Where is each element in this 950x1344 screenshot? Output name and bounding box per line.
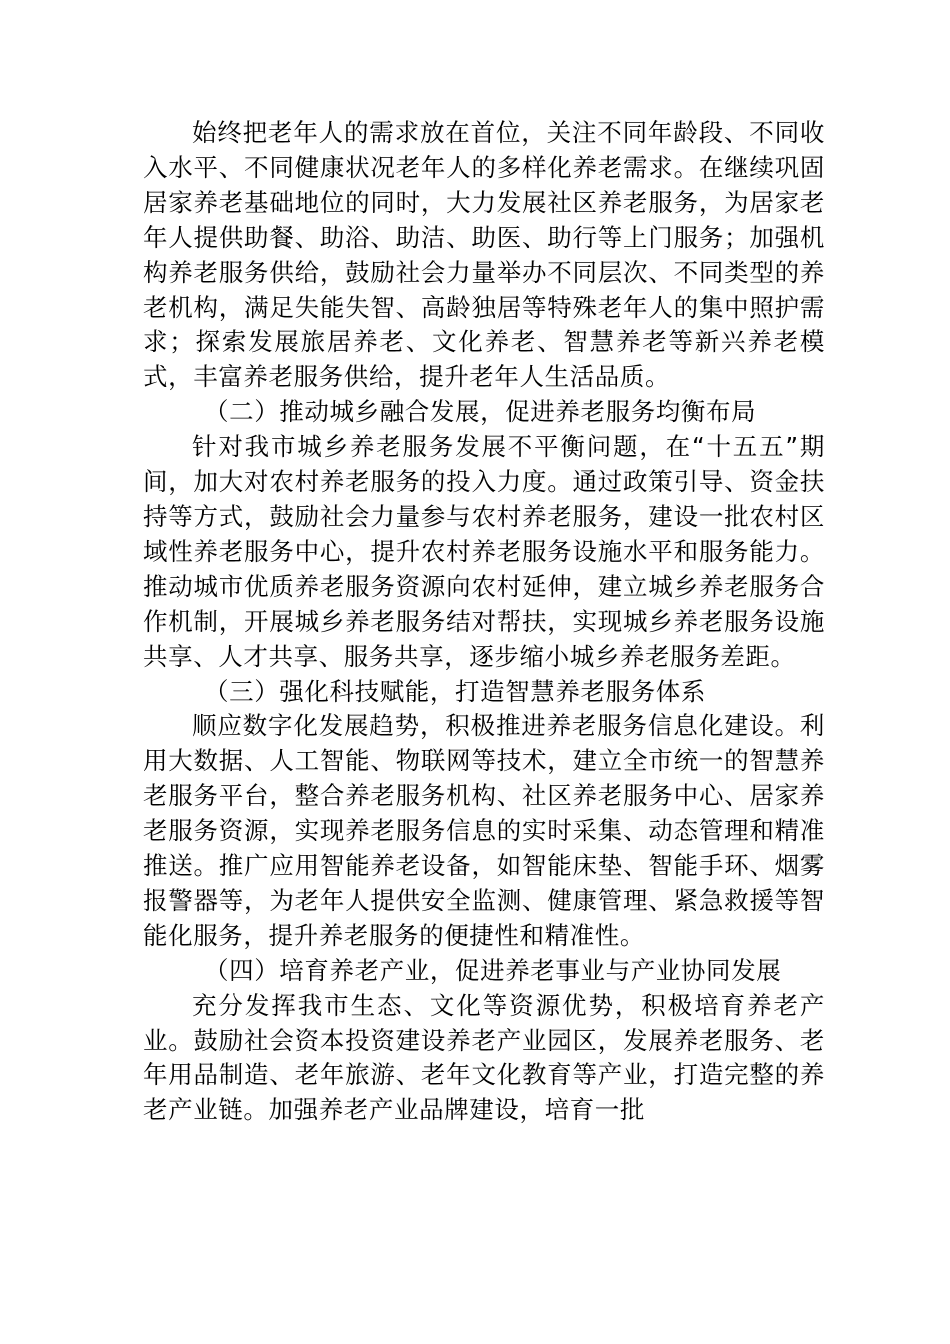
paragraph-elderly-needs: 始终把老年人的需求放在首位，关注不同年龄段、不同收入水平、不同健康状况老年人的多样化养老需求。在继续巩固居家养老基础地位的同时，大力发展社区养老服务，为居家老年人提供助餐、助浴、助洁、助医、助行等上门服务；加强机构养老服务供给，鼓励社会力量举办不同层次、不同类型的养老机构，满足失能失智、高龄独居等特殊老年人的集中照护需求；探索发展旅居养老、文化养老、智慧养老等新兴养老模式，丰富养老服务供给，提升老年人生活品质。 bbox=[143, 118, 825, 392]
section-heading-urban-rural: （二）推动城乡融合发展，促进养老服务均衡布局 bbox=[204, 397, 757, 427]
document-body bbox=[143, 116, 825, 1128]
section-heading-smart-elderly-care: （三）强化科技赋能，打造智慧养老服务体系 bbox=[204, 676, 706, 706]
paragraph-smart-elderly-care: 顺应数字化发展趋势，积极推进养老服务信息化建设。利用大数据、人工智能、物联网等技术，建立全市统一的智慧养老服务平台，整合养老服务机构、社区养老服务中心、居家养老服务资源，实现养老服务信息的实时采集、动态管理和精准推送。推广应用智能养老设备，如智能床垫、智能手环、烟雾报警器等，为老年人提供安全监测、健康管理、紧急救援等智能化服务，提升养老服务的便捷性和精准性。 bbox=[143, 711, 825, 950]
section-heading-elderly-industry: （四）培育养老产业，促进养老事业与产业协同发展 bbox=[204, 955, 782, 985]
paragraph-elderly-industry: 充分发挥我市生态、文化等资源优势，积极培育养老产业。鼓励社会资本投资建设养老产业园区，发展养老服务、老年用品制造、老年旅游、老年文化教育等产业，打造完整的养老产业链。加强养老产业品牌建设，培育一批 bbox=[143, 990, 825, 1125]
paragraph-urban-rural: 针对我市城乡养老服务发展不平衡问题，在“十五五”期间，加大对农村养老服务的投入力度。通过政策引导、资金扶持等方式，鼓励社会力量参与农村养老服务，建设一批农村区域性养老服务中心，提升农村养老服务设施水平和服务能力。推动城市优质养老服务资源向农村延伸，建立城乡养老服务合作机制，开展城乡养老服务结对帮扶，实现城乡养老服务设施共享、人才共享、服务共享，逐步缩小城乡养老服务差距。 bbox=[143, 432, 825, 671]
